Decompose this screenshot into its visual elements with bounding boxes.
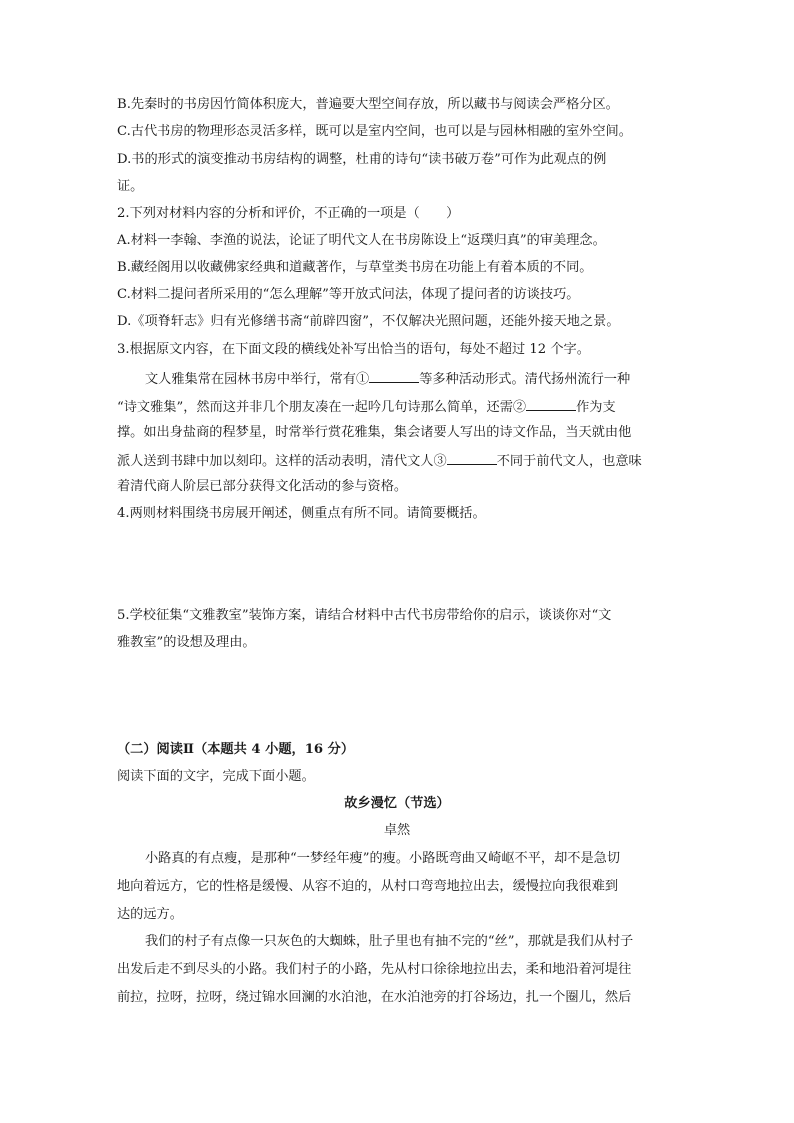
q3-passage-line1: 文人雅集常在园林书房中举行，常有① 等多种活动形式。清代扬州流行一种 xyxy=(145,368,677,390)
q1-option-c: C.古代书房的物理形态灵活多样，既可以是室内空间，也可以是与园林相融的室外空间。 xyxy=(117,124,632,139)
passage-para1-line2: 地向着远方，它的性格是缓慢、从容不迫的，从村口弯弯地拉出去，缓慢拉向我很难到 xyxy=(117,879,619,894)
q1-option-b: B.先秦时的书房因竹简体积庞大，普遍要大型空间存放，所以藏书与阅读会严格分区。 xyxy=(117,97,619,112)
q3-passage-line3: 撑。如出身盐商的程梦星，时常举行赏花雅集，集会诸要人写出的诗文作品，当天就由他 xyxy=(117,425,632,440)
q2-option-a: A.材料一李翰、李渔的说法，论证了明代文人在书房陈设上“返璞归真”的审美理念。 xyxy=(117,233,606,248)
q5-stem-line1: 5.学校征集“文雅教室”装饰方案，请结合材料中古代书房带给你的启示，谈谈你对“文 xyxy=(117,608,612,623)
section2-instruction: 阅读下面的文字，完成下面小题。 xyxy=(117,769,315,784)
q2-option-d: D.《项脊轩志》归有光修缮书斋“前辟四窗”，不仅解决光照问题，还能外接天地之景。 xyxy=(117,314,620,329)
passage-title: 故乡漫忆（节选） xyxy=(344,796,450,811)
passage-para2-line3: 前拉，拉呀，拉呀，绕过锦水回澜的水泊池，在水泊池旁的打谷场边，扎一个圈儿，然后 xyxy=(117,990,632,1005)
q2-stem: 2.下列对材料内容的分析和评价，不正确的一项是（ ） xyxy=(117,206,460,221)
passage-para1-line3: 达的远方。 xyxy=(117,907,183,922)
q5-stem-line2: 雅教室”的设想及理由。 xyxy=(117,635,256,650)
q1-option-d-line2: 证。 xyxy=(117,179,144,194)
q3-passage-line2: “诗文雅集”，然而这并非几个朋友凑在一起吟几句诗那么简单，还需② 作为支 xyxy=(117,396,677,418)
q3-stem: 3.根据原文内容，在下面文段的横线处补写出恰当的语句，每处不超过 12 个字。 xyxy=(117,342,590,357)
q2-option-b: B.藏经阁用以收藏佛家经典和道藏著作，与草堂类书房在功能上有着本质的不同。 xyxy=(117,260,593,275)
fill-blank-2[interactable] xyxy=(526,396,576,411)
q2-option-c: C.材料二提问者所采用的“怎么理解”等开放式问法，体现了提问者的访谈技巧。 xyxy=(117,287,580,302)
passage-para2-line1: 我们的村子有点像一只灰色的大蜘蛛，肚子里也有抽不完的“丝”，那就是我们从村子 xyxy=(145,934,634,949)
passage-author: 卓然 xyxy=(383,823,411,838)
q3-passage-line4: 派人送到书肆中加以刻印。这样的活动表明，清代文人③ 不同于前代文人，也意味 xyxy=(117,450,677,472)
passage-para1-line1: 小路真的有点瘦，是那种“一梦经年瘦”的瘦。小路既弯曲又崎岖不平，却不是急切 xyxy=(145,851,621,866)
passage-para2-line2: 出发后走不到尽头的小路。我们村子的小路，先从村口徐徐地拉出去，柔和地沿着河堤往 xyxy=(117,962,632,977)
q1-option-d-line1: D.书的形式的演变推动书房结构的调整，杜甫的诗句“读书破万卷”可作为此观点的例 xyxy=(117,152,607,167)
q4-stem: 4.两则材料围绕书房展开阐述，侧重点有所不同。请简要概括。 xyxy=(117,506,486,521)
fill-blank-3[interactable] xyxy=(447,450,497,465)
section2-heading: （二）阅读Ⅱ（本题共 4 小题，16 分） xyxy=(117,742,355,757)
q3-passage-line5: 着清代商人阶层已部分获得文化活动的参与资格。 xyxy=(117,479,408,494)
fill-blank-1[interactable] xyxy=(369,368,419,383)
